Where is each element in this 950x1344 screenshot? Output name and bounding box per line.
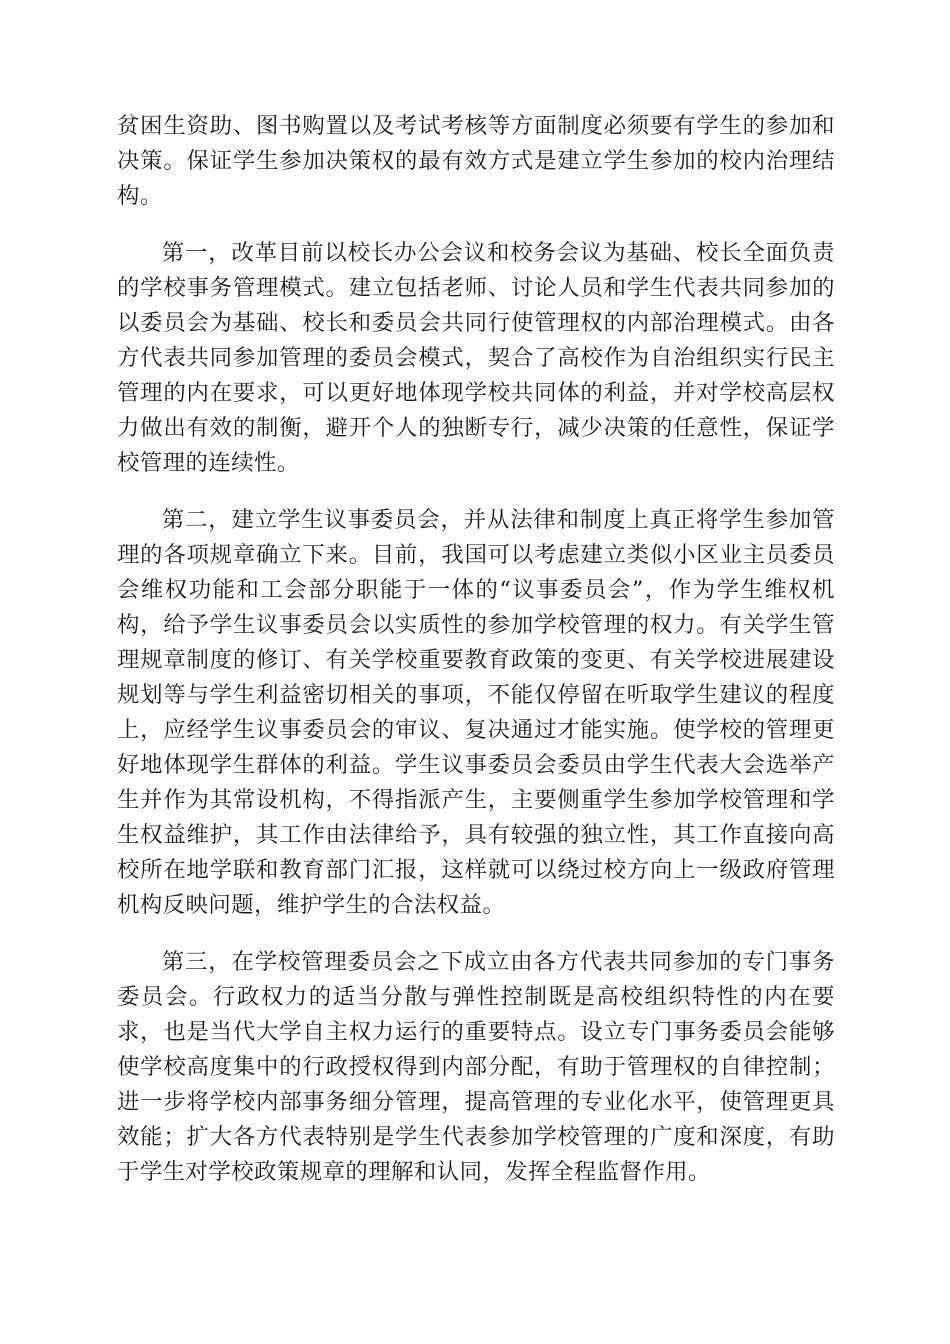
document-body	[117, 109, 835, 1212]
paragraph-second-point: 第二，建立学生议事委员会，并从法律和制度上真正将学生参加管理的各项规章确立下来。目前，我国可以考虑建立类似小区业主员委员会维权功能和工会部分职能于一体的“议事委员会”，作为学生维权机构，给予学生议事委员会以实质性的参加学校管理的权力。有关学生管理规章制度的修订、有关学校重要教育政策的变更、有关学校进展建设规划等与学生利益密切相关的事项，不能仅停留在听取学生建议的程度上，应经学生议事委员会的审议、复决通过才能实施。使学校的管理更好地体现学生群体的利益。学生议事委员会委员由学生代表大会选举产生并作为其常设机构，不得指派产生，主要侧重学生参加学校管理和学生权益维护，其工作由法律给予，具有较强的独立性，其工作直接向高校所在地学联和教育部门汇报，这样就可以绕过校方向上一级政府管理机构反映问题，维护学生的合法权益。	[117, 507, 835, 918]
paragraph-first-point: 第一，改革目前以校长办公会议和校务会议为基础、校长全面负责的学校事务管理模式。建立包括老师、讨论人员和学生代表共同参加的以委员会为基础、校长和委员会共同行使管理权的内部治理模式。由各方代表共同参加管理的委员会模式，契合了高校作为自治组织实行民主管理的内在要求，可以更好地体现学校共同体的利益，并对学校高层权力做出有效的制衡，避开个人的独断专行，减少决策的任意性，保证学校管理的连续性。	[117, 240, 835, 476]
paragraph-third-point: 第三，在学校管理委员会之下成立由各方代表共同参加的专门事务委员会。行政权力的适当分散与弹性控制既是高校组织特性的内在要求，也是当代大学自主权力运行的重要特点。设立专门事务委员会能够使学校高度集中的行政授权得到内部分配，有助于管理权的自律控制；进一步将学校内部事务细分管理，提高管理的专业化水平，使管理更具效能；扩大各方代表特别是学生代表参加学校管理的广度和深度，有助于学生对学校政策规章的理解和认同，发挥全程监督作用。	[117, 949, 835, 1185]
paragraph-continuation: 贫困生资助、图书购置以及考试考核等方面制度必须要有学生的参加和决策。保证学生参加决策权的最有效方式是建立学生参加的校内治理结构。	[117, 113, 835, 209]
